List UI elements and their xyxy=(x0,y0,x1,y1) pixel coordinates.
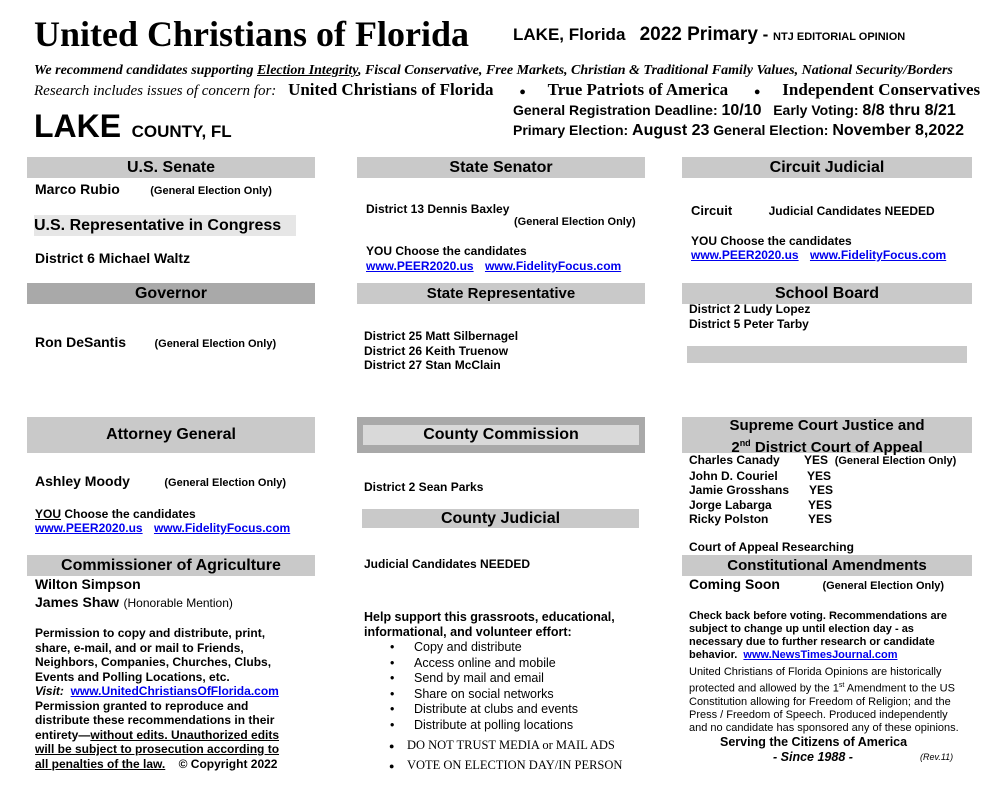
help-caps-line: VOTE ON ELECTION DAY/IN PERSON xyxy=(406,758,623,772)
rep-name: District 26 Keith Truenow xyxy=(364,343,509,358)
school-board-header: School Board xyxy=(682,283,972,304)
county-commission-header: County Commission xyxy=(363,425,639,445)
county-suffix: COUNTY, FL xyxy=(131,122,232,141)
justice-vote: YES xyxy=(804,453,829,467)
senate-entry xyxy=(35,181,272,199)
amend-entry xyxy=(689,576,944,594)
election-name: 2022 Primary xyxy=(639,24,758,45)
circuit-judicial-header: Circuit Judicial xyxy=(682,157,972,178)
help-caps xyxy=(389,736,622,776)
state-rep-header: State Representative xyxy=(357,283,645,304)
peer2020-link[interactable]: www.PEER2020.us xyxy=(35,521,143,535)
opinion-label: NTJ EDITORIAL OPINION xyxy=(773,31,906,43)
legal-block xyxy=(689,666,959,735)
justice-name: Jamie Grosshans xyxy=(689,483,790,497)
county-title xyxy=(34,108,232,145)
bullet: ● xyxy=(519,86,526,98)
dash: - xyxy=(757,25,774,44)
bullet: ● xyxy=(753,86,761,98)
circuit-text: Judicial Candidates NEEDED xyxy=(768,204,935,218)
perm-line: Permission to copy and distribute, print, xyxy=(35,626,266,640)
research-org-1: United Christians of Florida xyxy=(288,80,494,99)
location: LAKE, Florida xyxy=(513,25,626,44)
ag-entry xyxy=(35,473,286,491)
research-org-3: Independent Conservatives xyxy=(782,80,981,99)
bullet: ● xyxy=(389,761,395,771)
attorney-general-header: Attorney General xyxy=(27,417,315,453)
dates-line-1 xyxy=(513,102,956,120)
agri-entry-2 xyxy=(35,594,233,612)
amend-note: (General Election Only) xyxy=(822,580,945,592)
help-list xyxy=(364,640,654,733)
justice-vote: YES xyxy=(809,483,834,497)
research-line xyxy=(34,80,980,100)
prosecution-line: will be subject to prosecution according to xyxy=(35,742,280,756)
county-name: LAKE xyxy=(34,108,122,144)
peer2020-link[interactable]: www.PEER2020.us xyxy=(366,259,474,273)
serving-line: Serving the Citizens of America xyxy=(720,735,908,749)
check-line: necessary due to further research or candidate xyxy=(689,636,935,648)
congress-header: U.S. Representative in Congress xyxy=(34,215,296,236)
school-list xyxy=(689,302,810,332)
agriculture-header: Commissioner of Agriculture xyxy=(27,555,315,576)
you-label: YOU xyxy=(35,507,62,521)
newstimesjournal-link[interactable]: www.NewsTimesJournal.com xyxy=(743,649,898,661)
legal-line: Amendment to the US xyxy=(844,682,955,695)
election-title xyxy=(513,24,905,46)
recommend-line xyxy=(34,63,953,79)
granted-line: distribute these recommendations in their xyxy=(35,713,275,727)
justice-name: Ricky Polston xyxy=(689,512,769,526)
circuit-links xyxy=(691,248,946,262)
constitutional-amendments-header: Constitutional Amendments xyxy=(682,555,972,576)
help-caps-line: DO NOT TRUST MEDIA or MAIL ADS xyxy=(406,738,615,752)
us-senate-header: U.S. Senate xyxy=(27,157,315,178)
help-item: • Distribute at clubs and events xyxy=(414,702,654,718)
legal-sup: st xyxy=(838,682,845,689)
perm-line: share, e-mail, and or mail to Friends, xyxy=(35,640,244,655)
justice-vote: YES xyxy=(808,497,833,512)
county-commission-frame xyxy=(357,417,645,453)
fidelityfocus-link[interactable]: www.FidelityFocus.com xyxy=(153,521,291,535)
supreme-header-rest: District Court of Appeal xyxy=(750,438,923,456)
rep-list xyxy=(364,329,518,373)
since-line: - Since 1988 - xyxy=(773,750,853,764)
county-judicial-header: County Judicial xyxy=(362,509,639,528)
justice-vote: YES xyxy=(808,512,833,526)
check-line: subject to change up until election day - as xyxy=(689,623,914,635)
agri-name-1: Wilton Simpson xyxy=(35,576,141,592)
entirety-prefix: entirety— xyxy=(35,727,91,742)
justice-row xyxy=(689,498,956,513)
justice-row xyxy=(689,483,956,498)
perm-line: Events and Polling Locations, etc. xyxy=(35,669,230,684)
legal-line: Press / Freedom of Speech. Produced independently xyxy=(689,708,948,721)
ag-note: (General Election Only) xyxy=(164,477,286,489)
help-line: informational, and volunteer effort: xyxy=(364,625,572,639)
rep-name: District 25 Matt Silbernagel xyxy=(364,329,519,343)
help-item: • Copy and distribute xyxy=(414,640,654,656)
county-judicial-text: Judicial Candidates NEEDED xyxy=(364,557,531,571)
granted-line: Permission granted to reproduce and xyxy=(35,698,249,713)
choose-text: Choose the candidates xyxy=(61,507,196,521)
justice-name: John D. Couriel xyxy=(689,468,778,483)
check-block xyxy=(689,610,947,662)
recommend-prefix: We recommend candidates supporting xyxy=(34,63,257,78)
justice-vote: YES xyxy=(807,468,832,483)
justice-note: (General Election Only) xyxy=(834,455,957,467)
reg-value: 10/10 xyxy=(721,102,762,119)
commission-name: District 2 Sean Parks xyxy=(364,480,484,494)
recommend-suffix: , Fiscal Conservative, Free Markets, Christian & Traditional Family Values, National Security/Borders xyxy=(357,63,953,78)
governor-header: Governor xyxy=(27,283,315,304)
early-value: 8/8 thru 8/21 xyxy=(862,102,956,119)
court-of-appeal: Court of Appeal Researching xyxy=(689,540,854,554)
penalties-line: all penalties of the law. xyxy=(35,756,166,771)
senate-name: Marco Rubio xyxy=(35,181,120,197)
help-intro xyxy=(364,610,615,640)
legal-line: Constitution allowing for Freedom of Religion; and the xyxy=(689,695,951,708)
org-title: United Christians of Florida xyxy=(34,14,470,54)
ucf-link[interactable]: www.UnitedChristiansOfFlorida.com xyxy=(70,684,279,698)
legal-line: protected and allowed by the 1 xyxy=(689,682,839,695)
bullet: ● xyxy=(389,741,395,751)
senator-choose: YOU Choose the candidates xyxy=(366,244,527,258)
supreme-court-header xyxy=(682,417,972,456)
permission-block xyxy=(35,626,279,771)
school-name: District 2 Ludy Lopez xyxy=(689,302,811,316)
help-line: Help support this grassroots, educational, xyxy=(364,610,615,624)
senator-name: District 13 Dennis Baxley xyxy=(366,202,510,216)
justice-name: Jorge Labarga xyxy=(689,497,772,512)
governor-note: (General Election Only) xyxy=(154,338,277,350)
governor-name: Ron DeSantis xyxy=(35,334,127,350)
general-label: General Election: xyxy=(713,122,829,138)
help-item: • Distribute at polling locations xyxy=(414,718,654,734)
check-line: Check back before voting. Recommendations are xyxy=(689,610,947,622)
governor-entry xyxy=(35,334,276,352)
supreme-sup: nd xyxy=(739,437,751,448)
peer2020-link[interactable]: www.PEER2020.us xyxy=(691,248,799,262)
help-item: • Share on social networks xyxy=(414,687,654,703)
primary-label: Primary Election: xyxy=(513,122,629,138)
copyright: © Copyright 2022 xyxy=(178,756,278,771)
general-value: November 8,2022 xyxy=(832,122,964,139)
senate-note: (General Election Only) xyxy=(150,185,272,197)
congress-name: District 6 Michael Waltz xyxy=(35,250,191,266)
circuit-entry xyxy=(691,202,935,220)
justice-row xyxy=(689,453,956,469)
senator-note: (General Election Only) xyxy=(514,216,636,228)
entirety-underlined: without edits. Unauthorized edits xyxy=(90,727,280,742)
legal-line: and no candidate has sponsored any of these opinions. xyxy=(689,721,959,734)
election-integrity: Election Integrity xyxy=(256,63,358,78)
research-prefix: Research includes issues of concern for: xyxy=(34,83,277,99)
amend-text: Coming Soon xyxy=(689,576,780,592)
ag-links xyxy=(35,521,290,535)
legal-line: United Christians of Florida Opinions are historically xyxy=(689,666,942,678)
supreme-num: 2 xyxy=(731,438,740,456)
fidelityfocus-link[interactable]: www.FidelityFocus.com xyxy=(809,248,947,262)
fidelityfocus-link[interactable]: www.FidelityFocus.com xyxy=(484,259,622,273)
dates-line-2 xyxy=(513,122,964,140)
state-senator-header: State Senator xyxy=(357,157,645,178)
perm-line: Neighbors, Companies, Churches, Clubs, xyxy=(35,655,272,669)
school-board-bar xyxy=(687,346,967,363)
agri-name-2: James Shaw xyxy=(35,594,120,610)
justice-list xyxy=(689,453,956,527)
primary-value: August 23 xyxy=(632,122,710,139)
visit-label: Visit: xyxy=(35,684,64,698)
reg-label: General Registration Deadline: xyxy=(513,102,718,118)
justice-row xyxy=(689,512,956,527)
help-item: • Access online and mobile xyxy=(414,656,654,672)
justice-row xyxy=(689,469,956,484)
ag-name: Ashley Moody xyxy=(35,473,130,489)
research-org-2: True Patriots of America xyxy=(547,80,729,99)
supreme-header-line1: Supreme Court Justice and xyxy=(729,417,925,434)
ag-choose xyxy=(35,507,196,521)
agri-note-2: (Honorable Mention) xyxy=(123,596,233,610)
check-line: behavior. xyxy=(689,649,738,661)
revision: (Rev.11) xyxy=(920,752,954,762)
justice-name: Charles Canady xyxy=(689,453,780,467)
help-item: • Send by mail and email xyxy=(414,671,654,687)
circuit-choose: YOU Choose the candidates xyxy=(691,234,852,248)
rep-name: District 27 Stan McClain xyxy=(364,358,501,372)
school-name: District 5 Peter Tarby xyxy=(689,317,809,331)
circuit-label: Circuit xyxy=(691,203,733,218)
senator-links xyxy=(366,259,621,273)
early-label: Early Voting: xyxy=(773,102,859,118)
